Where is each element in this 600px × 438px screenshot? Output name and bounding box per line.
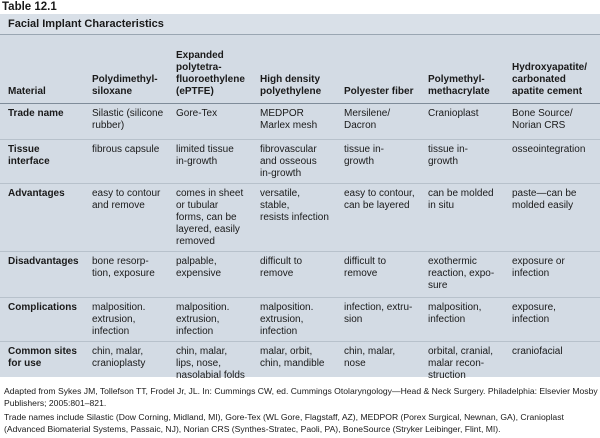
table-cell: versatile, stable, resists infection [252,184,336,252]
header-label: Polyester fiber [344,86,414,97]
table-cell: osseointegration [504,140,600,184]
header-label: Polydimethyl- siloxane [92,74,158,97]
table-cell: easy to contour and remove [84,184,168,252]
header-column-3 [252,36,336,104]
table-cell: exposure, infection [504,298,600,342]
header-label: Hydroxyapatite/ carbonated apatite cement [512,62,588,97]
table-cell: bone resorp- tion, exposure [84,252,168,298]
header-column-2 [168,36,252,104]
table-cell: chin, malar, lips, nose, nasolabial folds [176,346,245,381]
table-cell: difficult to remove [252,252,336,298]
header-label: High density polyethylene [260,74,322,97]
header-label: Expanded polytetra- fluoroethylene (ePTFE) [176,50,245,97]
table-cell: difficult to remove [336,252,420,298]
table-cell: Cranioplast [420,104,504,140]
header-column-4 [336,36,420,104]
table-cell: comes in sheet or tubular forms, can be layered, easily removed [168,184,252,252]
table-cell: easy to contour, can be layered [336,184,420,252]
footnote-trade-names: Trade names include Silastic (Dow Corning, Midland, MI), Gore-Tex (WL Gore, Flagstaff, AZ), MEDPOR (Porex Surgical, Newnan, GA), Cranioplast (Advanced Biomaterial Systems, Passaic, NJ), Norian CRS (Synthes-Stratec, Paoli, PA), BoneSource (Stryker Leibinger, Flint, MI). [4,412,564,434]
table-cell: Silastic (silicone rubber) [84,104,168,140]
table-cell: malposition, infection [420,298,504,342]
header-label: Material [8,86,46,97]
row-label: Trade name [0,104,84,140]
header-column-5 [420,36,504,104]
footnote-source: Adapted from Sykes JM, Tollefson TT, Frodel Jr, JL. In: Cummings CW, ed. Cummings Otolaryngology—Head & Neck Surgery. Philadelphia: Elsevier Mosby Publishers; 2005:801–821. [4,386,598,408]
table-cell: tissue in- growth [336,140,420,184]
table-cell: craniofacial [512,346,563,357]
table-number-label: Table 12.1 [2,1,57,13]
table-cell: Gore-Tex [168,104,252,140]
table-cell: chin, malar, nose [344,346,396,369]
header-column-1 [84,36,168,104]
table-cell: Bone Source/ Norian CRS [504,104,600,140]
table-cell: malposition. extrusion, infection [168,298,252,342]
footnotes [4,386,598,438]
header-column-6 [504,36,600,104]
table-cell: chin, malar, cranioplasty [92,346,146,369]
table-cell: infection, extru- sion [336,298,420,342]
table-title: Facial Implant Characteristics [0,14,600,35]
table-cell: malposition. extrusion, infection [252,298,336,342]
table-cell: can be molded in situ [420,184,504,252]
table-cell: tissue in- growth [420,140,504,184]
table-cell: palpable, expensive [168,252,252,298]
table-cell: malposition. extrusion, infection [84,298,168,342]
table-cell: exothermic reaction, expo- sure [420,252,504,298]
row-label: Tissue interface [0,140,84,184]
implant-table [0,14,600,381]
table-cell: orbital, cranial, malar recon- struction [428,346,494,381]
header-material [0,36,84,104]
table-cell: paste—can be molded easily [504,184,600,252]
table-cell: malar, orbit, chin, mandible [260,346,325,369]
table-grid [0,36,600,394]
row-label: Common sites for use [8,346,77,369]
row-label: Advantages [0,184,84,252]
table-cell: exposure or infection [504,252,600,298]
header-label: Polymethyl- methacrylate [428,74,490,97]
table-cell: Mersilene/ Dacron [336,104,420,140]
table-cell: fibrovascular and osseous in-growth [252,140,336,184]
table-cell: MEDPOR Marlex mesh [252,104,336,140]
table-cell: limited tissue in-growth [168,140,252,184]
table-cell: fibrous capsule [84,140,168,184]
row-label: Disadvantages [0,252,84,298]
row-label: Complications [0,298,84,342]
